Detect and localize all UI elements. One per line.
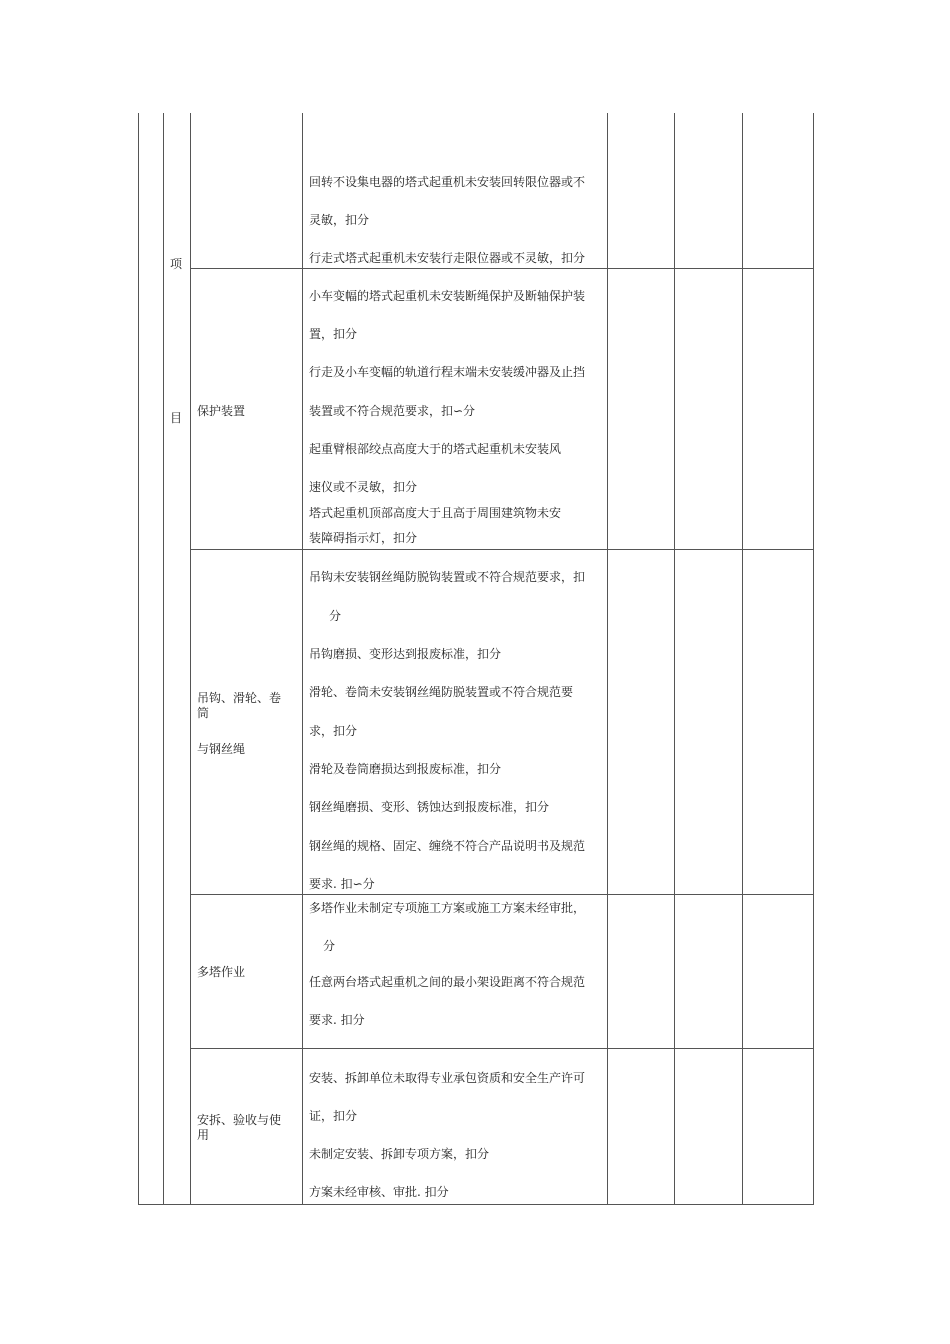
row-text: 未制定安装、拆卸专项方案，扣分 — [309, 1147, 490, 1161]
row-text: 求，扣分 — [309, 724, 358, 738]
grid-hline — [190, 549, 814, 550]
section-name: 保护装置 — [197, 404, 246, 418]
row-text: 分 — [329, 609, 342, 623]
row-text: 吊钩未安装钢丝绳防脱钩装置或不符合规范要求，扣 — [309, 570, 586, 584]
row-text: 钢丝绳磨损、变形、锈蚀达到报废标准，扣分 — [309, 800, 550, 814]
row-text: 钢丝绳的规格、固定、缠绕不符合产品说明书及规范 — [309, 839, 586, 853]
section-name: 多塔作业 — [197, 965, 246, 979]
section-name: 安拆、验收与使 — [197, 1113, 282, 1127]
row-text: 装置或不符合规范要求，扣∽分 — [309, 404, 476, 418]
row-text: 速仪或不灵敏，扣分 — [309, 480, 418, 494]
section-name: 吊钩、滑轮、卷 — [197, 691, 282, 705]
row-text: 小车变幅的塔式起重机未安装断绳保护及断轴保护装 — [309, 289, 586, 303]
group-label-char: 项 — [170, 257, 183, 271]
grid-vline — [813, 113, 814, 1204]
section-name: 与钢丝绳 — [197, 742, 246, 756]
row-text: 装障碍指示灯，扣分 — [309, 531, 418, 545]
grid-vline — [742, 113, 743, 1204]
grid-vline — [138, 113, 139, 1204]
grid-vline — [302, 113, 303, 1204]
row-text: 安装、拆卸单位未取得专业承包资质和安全生产许可 — [309, 1071, 586, 1085]
row-text: 滑轮、卷筒未安装钢丝绳防脱装置或不符合规范要 — [309, 685, 574, 699]
grid-hline — [138, 1204, 814, 1205]
row-text: 灵敏，扣分 — [309, 213, 370, 227]
row-text: 起重臂根部绞点高度大于的塔式起重机未安装风 — [309, 442, 562, 456]
section-name: 用 — [197, 1128, 210, 1142]
grid-vline — [674, 113, 675, 1204]
section-name: 筒 — [197, 706, 210, 720]
group-label-char: 目 — [170, 411, 183, 425]
row-text: 置，扣分 — [309, 327, 358, 341]
row-text: 分 — [323, 939, 336, 953]
row-text: 吊钩磨损、变形达到报废标准，扣分 — [309, 647, 502, 661]
row-text: 证，扣分 — [309, 1109, 358, 1123]
row-text: 行走式塔式起重机未安装行走限位器或不灵敏，扣分 — [309, 251, 586, 265]
row-text: 塔式起重机顶部高度大于且高于周围建筑物未安 — [309, 506, 562, 520]
grid-hline — [190, 894, 814, 895]
row-text: 任意两台塔式起重机之间的最小架设距离不符合规范 — [309, 975, 586, 989]
row-text: 方案未经审核、审批. 扣分 — [309, 1185, 449, 1199]
grid-vline — [163, 113, 164, 1204]
row-text: 多塔作业未制定专项施工方案或施工方案未经审批， — [309, 901, 586, 915]
row-text: 要求. 扣∽分 — [309, 877, 375, 891]
row-text: 要求. 扣分 — [309, 1013, 365, 1027]
row-text: 行走及小车变幅的轨道行程末端未安装缓冲器及止挡 — [309, 365, 586, 379]
grid-vline — [607, 113, 608, 1204]
row-text: 回转不设集电器的塔式起重机未安装回转限位器或不 — [309, 175, 586, 189]
grid-hline — [190, 1048, 814, 1049]
grid-vline — [190, 113, 191, 1204]
row-text: 滑轮及卷筒磨损达到报废标准，扣分 — [309, 762, 502, 776]
grid-hline — [190, 268, 814, 269]
